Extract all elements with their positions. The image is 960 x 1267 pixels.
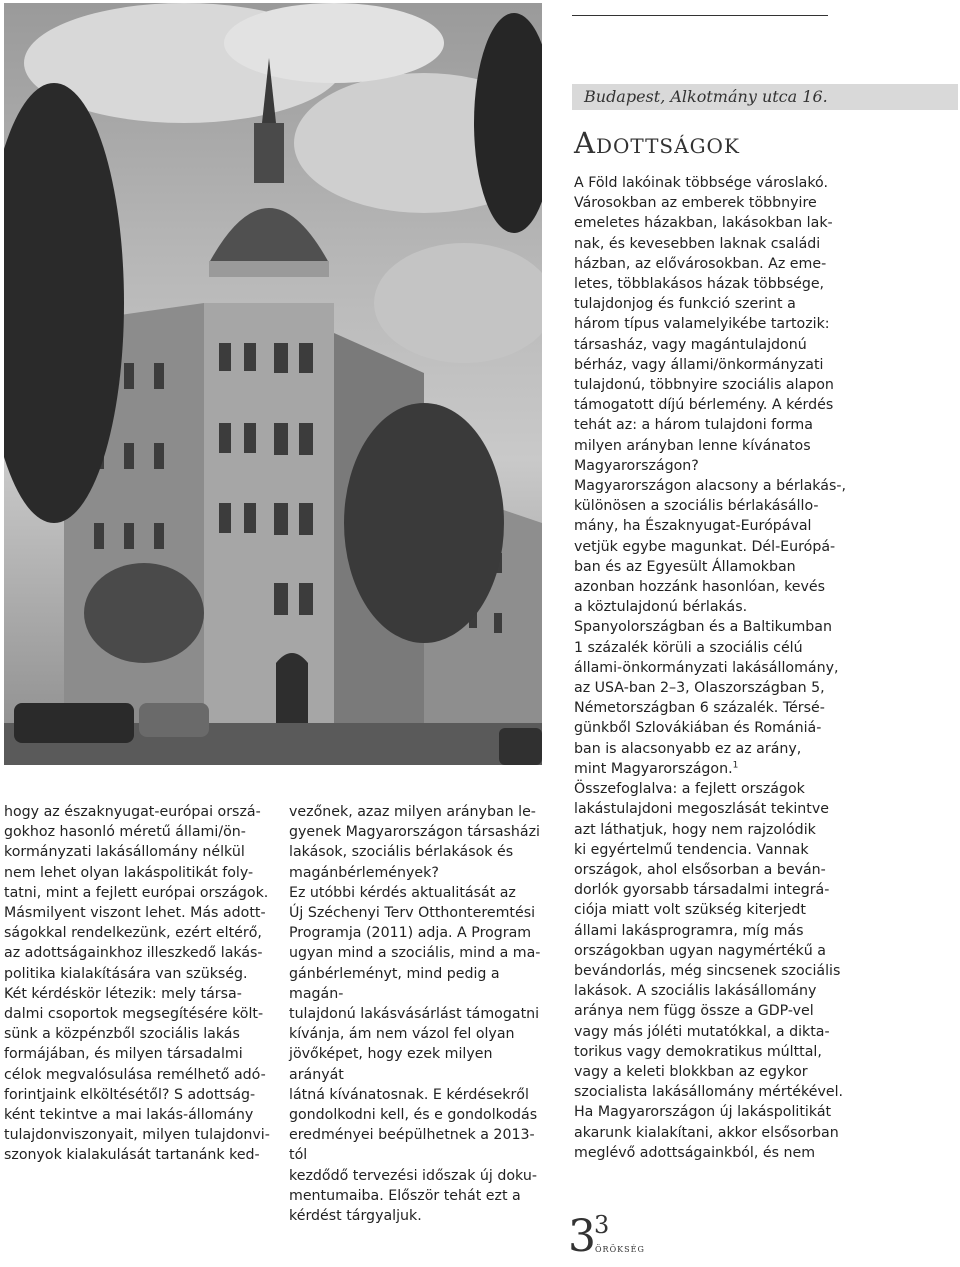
text-column-right (574, 173, 958, 1163)
photo-caption: Budapest, Alkotmány utca 16. (572, 84, 958, 110)
logo-number: 3 (568, 1211, 596, 1262)
text-column-middle: vezőnek, azaz milyen arányban le- gyenek Magyarországon társasházi lakások, szociális bérlakások és magánbérlemények? Ez utóbbi kérdés aktualitását az Új Széchenyi Terv Otthonteremtési Programja (2011) adja. A Program ugyan mind a szociális, mind a ma- gánbérleményt, mind pedig a magán- tulajdonú lakásvásárlást támogatni kívánja, ám nem vázol fel olyan jövőképet, hogy ezek milyen arányát látná kívánatosnak. E kérdésekről gondolkodni kell, és e gondolkodás eredményei beépülhetnek a 2013-tól kezdődő tervezési időszak új doku- mentumaiba. Először tehát ezt a kérdést tárgyaljuk. (289, 804, 541, 1225)
building-photo (4, 3, 542, 765)
right-text-part-1: A Föld lakóinak többsége városlakó. Városokban az emberek többnyire emeletes házakban, lakásokban lak- nak, és kevesebben laknak családi házban, az elővárosokban. Az eme- letes, többlakásos házak többsége, tulajdonjog és funkció szerint a három típus valamelyikébe tartozik: társasház, vagy magántulajdonú bérház, vagy állami/önkormányzati tulajdonú, többnyire szociális alapon támogatott díjú bérlemény. A kérdés tehát az: a három tulajdoni forma milyen arányban lenne kívánatos Magyarországon? Magyarországon alacsony a bérlakás-, különösen a szociális bérlakásállo- mány, ha Északnyugat-Európával vetjük egybe magunkat. Dél-Európá- ban és az Egyesült Államokban azonban hozzánk hasonlóan, kevés a köztulajdonú bérlakás. Spanyolországban és a Baltikumban 1 százalék körüli a szociális célú állami-önkormányzati lakásállomány, az USA-ban 2–3, Olaszországban 5, Németországban 6 százalék. Térsé- günkből Szlovákiában és Romániá- ban is alacsonyabb ez az arány, mint Magyarországon. (574, 175, 846, 777)
logo-superscript: 3 (594, 1211, 610, 1239)
logo-word: ÖRÖKSÉG (595, 1245, 645, 1254)
top-rule (572, 15, 828, 16)
right-text-part-2: Összefoglalva: a fejlett országok lakástulajdoni megoszlását tekintve azt láthatjuk, hogy nem rajzolódik ki egyértelmű tendencia. Vannak országok, ahol elsősorban a beván- dorlók gyorsabb társadalmi integrá- ciója miatt volt szükség kiterjedt állami lakásprogramra, míg más országokban ugyan nagymértékű a bevándorlás, még sincsenek szociális lakások. A szociális lakásállomány aránya nem függ össze a GDP-vel vagy más jóléti mutatókkal, a dikta- torikus vagy demokratikus múlttal, vagy a keleti blokkban az egykor szocialista lakásállomány mértékével. Ha Magyarországon új lakáspolitikát akarunk kialakítani, akkor elsősorban meglévő adottságainkból, és nem (574, 781, 844, 1161)
footnote-marker: 1 (732, 760, 739, 771)
text-column-left: hogy az északnyugat-európai orszá- gokhoz hasonló méretű állami/ön- kormányzati lakásállomány nélkül nem lehet olyan lakáspolitikát foly- tatni, mint a fejlett európai országok. Másmilyent viszont lehet. Más adott- ságokkal rendelkezünk, ezért eltérő, az adottságainkhoz illeszkedő lakás- politika kialakítására van szükség. Két kérdéskör létezik: mely társa- dalmi csoportok megsegítésére költ- sünk a közpénzből szociális lakás formájában, és milyen társadalmi célok megvalósulása remélhető adó- forintjaink elköltésétől? S adottság- ként tekintve a mai lakás-állomány tulajdonviszonyait, milyen tulajdonvi- szonyok kialakulását tartanánk ked- (4, 804, 270, 1164)
publication-logo (568, 1211, 645, 1262)
section-heading: Adottságok (574, 126, 740, 160)
